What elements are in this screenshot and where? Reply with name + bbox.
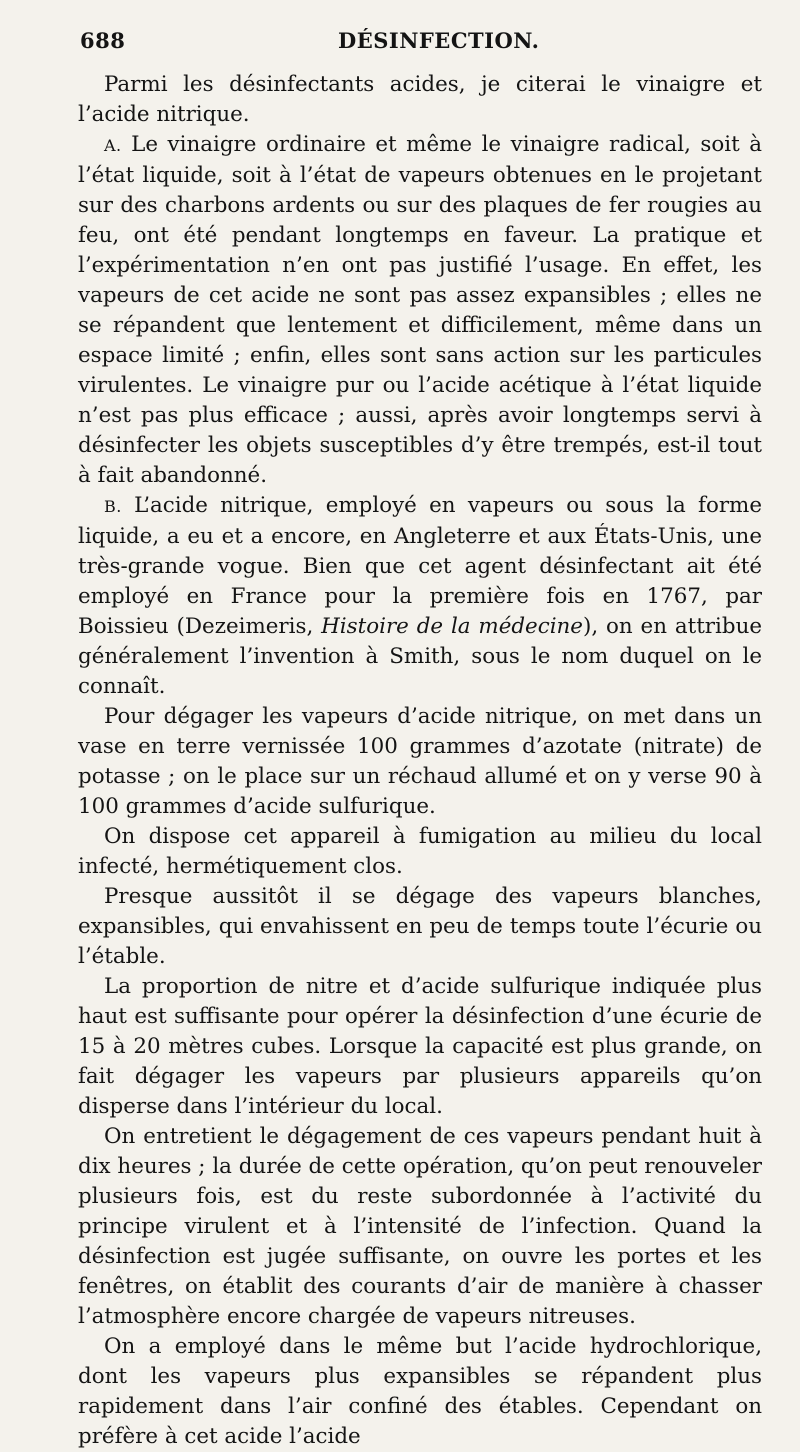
paragraph-vinegar-text: Le vinaigre ordinaire et même le vinaigre radical, soit à l’état liquide, soit à l’état de vapeurs obtenues en le projetant sur des charbons ardents ou sur des plaques de fer rougies au feu, ont été pendant longtemps en faveur. La pratique et l’expérimentation n’en ont pas justifié l’usage. En effet, les vapeurs de cet acide ne sont pas assez expansibles ; elles ne se répandent que lentement et difficilement, même dans un espace limité ; enfin, elles sont sans action sur les particules virulentes. Le vinaigre pur ou l’acide acétique à l’état liquide n’est pas plus efficace ; aussi, après avoir longtemps servi à désinfecter les objets susceptibles d’y être trempés, est-il tout à fait abandonné. bbox=[78, 132, 762, 488]
running-head bbox=[78, 18, 762, 58]
page-number: 688 bbox=[80, 28, 126, 53]
paragraph-vinegar bbox=[78, 130, 762, 491]
paragraph-apparatus bbox=[78, 822, 762, 882]
paragraph-apparatus-text: On dispose cet appareil à fumigation au milieu du local infecté, hermétiquement clos. bbox=[78, 824, 762, 879]
paragraph-nitric-acid bbox=[78, 491, 762, 702]
paragraph-proportion-text: La proportion de nitre et d’acide sulfurique indiquée plus haut est suffisante pour opérer la désinfection d’une écurie de 15 à 20 mètres cubes. Lorsque la capacité est plus grande, on fait dégager les vapeurs par plusieurs appareils qu’on disperse dans l’intérieur du local. bbox=[78, 974, 762, 1119]
section-marker-a: A. bbox=[104, 136, 122, 155]
paragraph-hydrochloric-text: On a employé dans le même but l’acide hydrochlorique, dont les vapeurs plus expansibles se répandent plus rapidement dans l’air confiné des étables. Cependant on préfère à cet acide l’acide bbox=[78, 1334, 762, 1449]
paragraph-intro bbox=[78, 70, 762, 130]
paragraph-nitric-text-1: L’acide nitrique, employé en vapeurs ou sous la forme liquide, a eu et a encore, en Angleterre et aux États-Unis, une très-grande vogue. Bien que cet agent désinfectant ait été employé en France pour la première fois en 1767, par Boissieu (Dezeimeris, bbox=[78, 493, 762, 639]
paragraph-procedure bbox=[78, 702, 762, 822]
paragraph-intro-text: Parmi les désinfectants acides, je citerai le vinaigre et l’acide nitrique. bbox=[78, 72, 762, 127]
paragraph-proportion bbox=[78, 972, 762, 1122]
paragraph-duration bbox=[78, 1122, 762, 1332]
paragraph-hydrochloric bbox=[78, 1332, 762, 1452]
body-text bbox=[78, 70, 762, 1452]
section-marker-b: B. bbox=[104, 497, 122, 516]
paragraph-duration-text: On entretient le dégagement de ces vapeurs pendant huit à dix heures ; la durée de cette opération, qu’on peut renouveler plusieurs fois, est du reste subordonnée à l’activité du principe virulent et à l’intensité de l’infection. Quand la désinfection est jugée suffisante, on ouvre les portes et les fenêtres, on établit des courants d’air de manière à chasser l’atmosphère encore chargée de vapeurs nitreuses. bbox=[78, 1124, 762, 1329]
paragraph-procedure-text: Pour dégager les vapeurs d’acide nitrique, on met dans un vase en terre vernissée 100 grammes d’azotate (nitrate) de potasse ; on le place sur un réchaud allumé et on y verse 90 à 100 grammes d’acide sulfurique. bbox=[78, 704, 762, 819]
paragraph-vapours-text: Presque aussitôt il se dégage des vapeurs blanches, expansibles, qui envahissent en peu de temps toute l’écurie ou l’étable. bbox=[78, 884, 762, 969]
paragraph-vapours bbox=[78, 882, 762, 972]
running-title: DÉSINFECTION. bbox=[338, 28, 540, 53]
book-title-italic: Histoire de la médecine bbox=[321, 614, 583, 639]
paragraph-nitric-text-2: ), on en attribue généralement l’invention à Smith, sous le nom duquel on le connaît. bbox=[78, 614, 763, 699]
